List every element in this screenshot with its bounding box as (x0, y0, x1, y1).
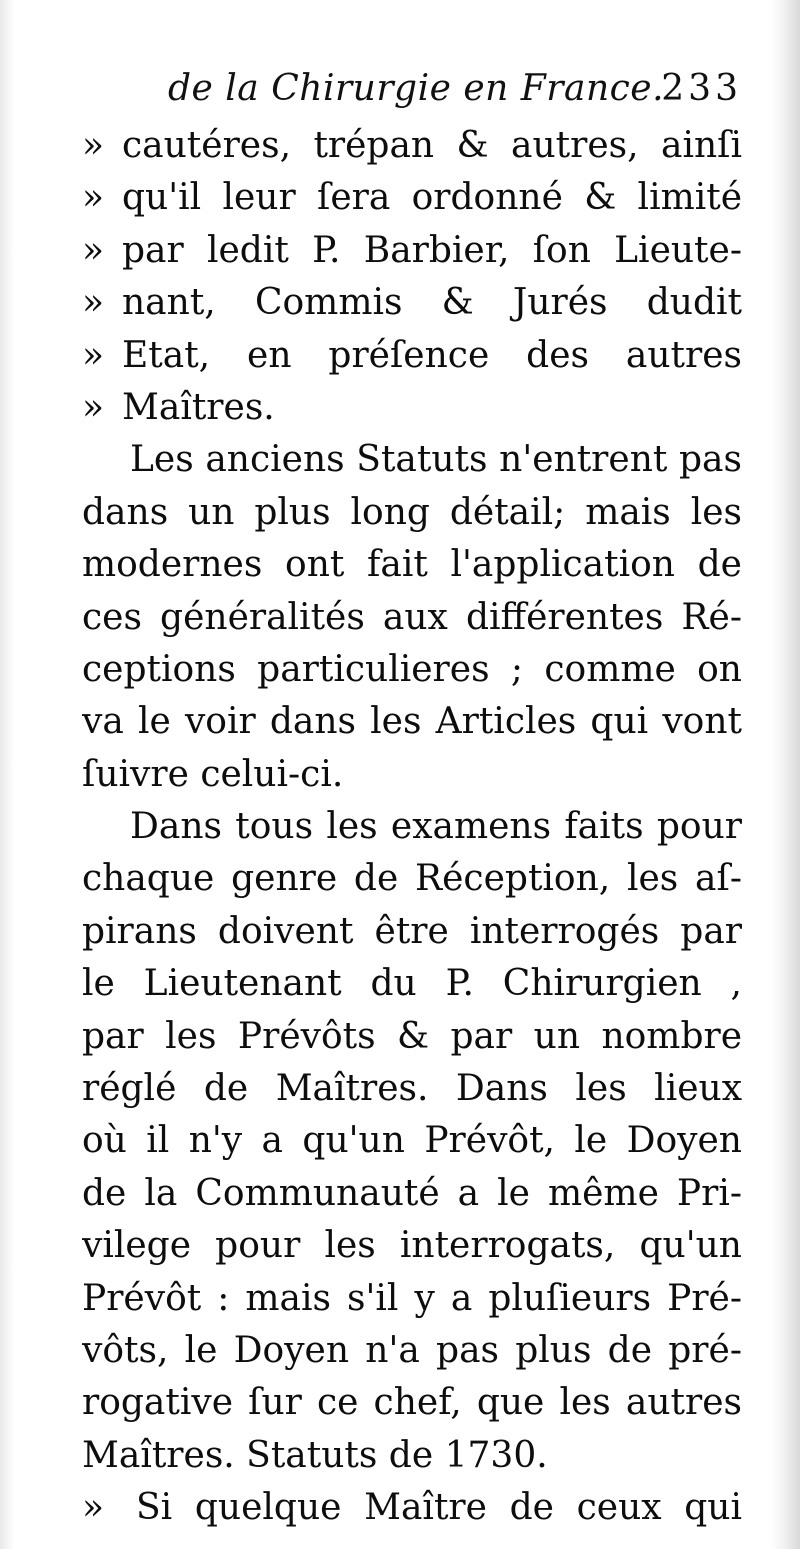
body-text (82, 120, 742, 1535)
line-text: cautéres, trépan & autres, ainſi (122, 125, 742, 166)
quotation-mark: » (82, 1487, 105, 1529)
line-text: par ledit P. Barbier, ſon Lieute- (122, 229, 742, 271)
line-text: vôts, le Doyen n'a pas plus de pré- (82, 1329, 742, 1371)
text-line (82, 644, 742, 696)
text-line (82, 120, 742, 172)
text-line (82, 277, 742, 329)
line-text: ſuivre celui-ci. (82, 753, 344, 795)
line-text: va le voir dans les Articles qui vont (82, 701, 742, 743)
text-line (82, 696, 742, 748)
text-line (82, 434, 742, 486)
line-text: où il n'y a qu'un Prévôt, le Doyen (82, 1120, 742, 1162)
text-line (82, 1063, 742, 1115)
text-line (82, 1115, 742, 1167)
line-text: chaque genre de Réception, les aſ- (82, 858, 742, 900)
text-line (82, 853, 742, 905)
quotation-mark: » (82, 386, 105, 428)
line-text: Si quelque Maître de ceux qui (136, 1487, 742, 1529)
line-text: le Lieutenant du P. Chirurgien , (82, 963, 742, 1005)
text-line (82, 1325, 742, 1377)
running-head (168, 66, 742, 118)
line-text: modernes ont fait l'application de (82, 544, 742, 586)
line-text: Les anciens Statuts n'entrent pas (130, 439, 742, 481)
line-text: Maîtres. Statuts de 1730. (82, 1434, 548, 1476)
text-line (82, 330, 742, 382)
line-text: dans un plus long détail; mais les (82, 491, 742, 533)
line-text: par les Prévôts & par un nombre (82, 1015, 742, 1057)
text-line (82, 1220, 742, 1272)
quotation-mark: » (82, 125, 105, 166)
line-text: Prévôt : mais s'il y a pluſieurs Pré- (82, 1277, 742, 1319)
line-text: de la Communauté a le même Pri- (82, 1172, 742, 1214)
page-edge-right (770, 0, 800, 1549)
text-line (82, 1377, 742, 1429)
text-line (82, 1168, 742, 1220)
quotation-mark: » (82, 334, 105, 376)
line-text: Etat, en préſence des autres (122, 334, 742, 376)
text-line (82, 749, 742, 801)
line-text: ces généralités aux différentes Ré- (82, 596, 742, 638)
text-line (82, 1273, 742, 1325)
line-text: vilege pour les interrogats, qu'un (82, 1225, 742, 1267)
text-line (82, 539, 742, 591)
line-text: ceptions particulieres ; comme on (82, 648, 742, 690)
text-line (82, 906, 742, 958)
quotation-mark: » (82, 177, 105, 219)
line-text: Maîtres. (122, 386, 275, 428)
text-line (82, 958, 742, 1010)
text-line (82, 1430, 742, 1482)
text-line (82, 487, 742, 539)
text-line (82, 1482, 742, 1534)
line-text: pirans doivent être interrogés par (82, 910, 742, 952)
quotation-mark: » (82, 229, 105, 271)
page-edge-left (0, 0, 14, 1549)
text-line (82, 1011, 742, 1063)
line-text: réglé de Maîtres. Dans les lieux (82, 1068, 742, 1110)
line-text: qu'il leur ſera ordonné & limité (122, 177, 742, 219)
text-line (82, 225, 742, 277)
text-line (82, 382, 742, 434)
quotation-mark: » (82, 282, 105, 324)
line-text: Dans tous les examens faits pour (130, 806, 742, 848)
page-number: 233 (661, 68, 742, 109)
line-text: nant, Commis & Jurés dudit (122, 282, 742, 324)
text-line (82, 801, 742, 853)
running-title: de la Chirurgie en France. (168, 68, 665, 109)
line-text: rogative ſur ce chef, que les autres (82, 1382, 742, 1424)
text-line (82, 592, 742, 644)
text-line (82, 172, 742, 224)
